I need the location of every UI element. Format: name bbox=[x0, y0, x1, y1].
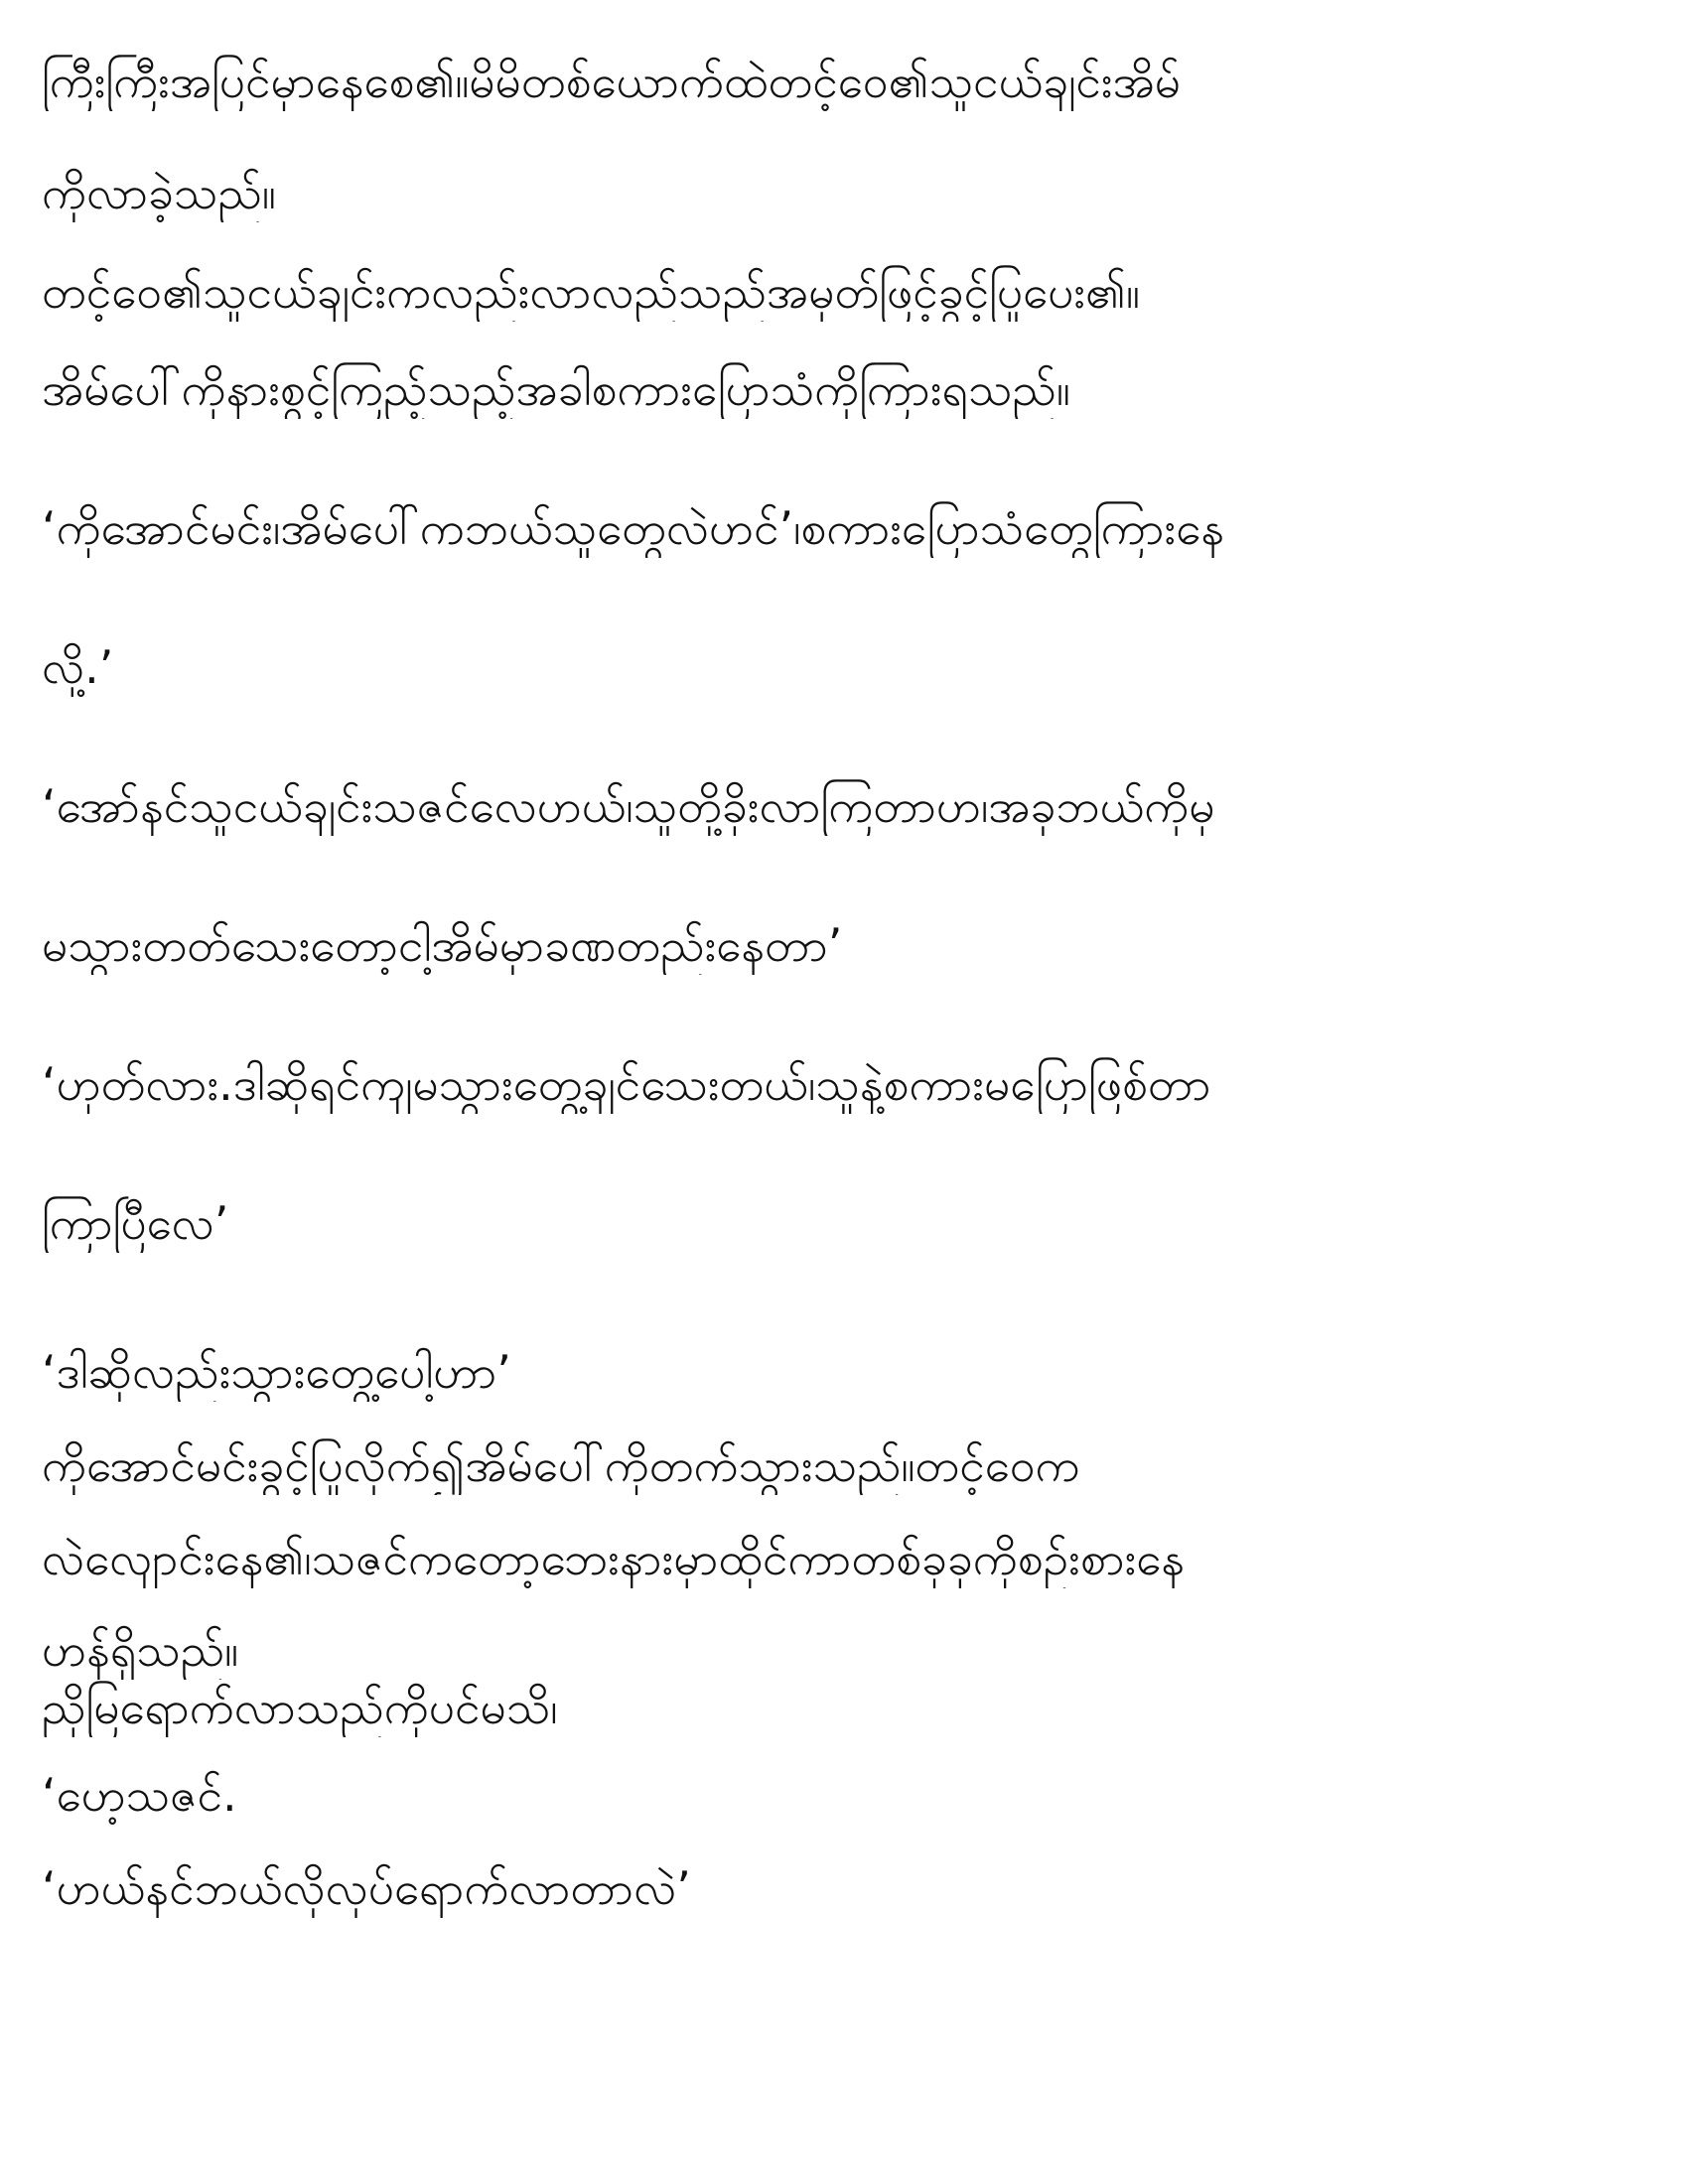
text-line: ‘ကိုအောင်မင်း၊အိမ်ပေါ်ကဘယ်သူတွေလဲဟင်’၊စကားပြောသံတွေကြားနေ bbox=[42, 501, 1225, 555]
text-line: လို့.’ bbox=[42, 640, 114, 694]
text-line: ကိုလာခဲ့သည်။ bbox=[42, 166, 276, 219]
text-line: ဟန်ရှိသည်။ bbox=[42, 1623, 239, 1677]
text-line: ‘ဟယ်နင်ဘယ်လိုလုပ်ရောက်လာတာလဲ’ bbox=[42, 1861, 691, 1915]
text-line: ကြာပြီလေ’ bbox=[42, 1196, 229, 1250]
text-line: ညိုမြရောက်လာသည်ကိုပင်မသိ၊ bbox=[42, 1681, 558, 1734]
text-line: လဲလျောင်းနေ၏၊သဇင်ကတော့ဘေးနားမှာထိုင်ကာတစ်ခုခုကိုစဉ်းစားနေ bbox=[42, 1532, 1186, 1585]
text-line: ‘ဟုတ်လား.ဒါဆိုရင်ကျမသွားတွေ့ချင်သေးတယ်၊သူနဲ့စကားမပြောဖြစ်တာ bbox=[42, 1057, 1211, 1111]
text-line: ‘ဒါဆိုလည်းသွားတွေ့ပေါ့ဟာ’ bbox=[42, 1345, 511, 1399]
text-line: မသွားတတ်သေးတော့ငါ့အိမ်မှာခဏတည်းနေတာ’ bbox=[42, 918, 843, 972]
text-line: ‘အော်နင်သူငယ်ချင်းသဇင်လေဟယ်၊သူတို့ခိုးလာကြတာဟ၊အခုဘယ်ကိုမှ bbox=[42, 779, 1215, 833]
text-line: ကြီးကြီးအပြင်မှာနေစေ၏။မိမိတစ်ယောက်ထဲတင့်ဝေ၏သူငယ်ချင်းအိမ် bbox=[42, 55, 1182, 108]
text-line: ကိုအောင်မင်းခွင့်ပြုလိုက်၍အိမ်ပေါ်ကိုတက်သွားသည်။တင့်ဝေက bbox=[42, 1438, 1080, 1492]
text-line: အိမ်ပေါ်ကိုနားစွင့်ကြည့်သည့်အခါစကားပြောသံကိုကြားရသည်။ bbox=[42, 362, 1070, 416]
text-line: ‘ဟေ့သဇင်. bbox=[42, 1768, 237, 1822]
text-line: တင့်ဝေ၏သူငယ်ချင်းကလည်းလာလည်သည်အမှတ်ဖြင့်ခွင့်ပြုပေး၏။ bbox=[42, 265, 1140, 319]
